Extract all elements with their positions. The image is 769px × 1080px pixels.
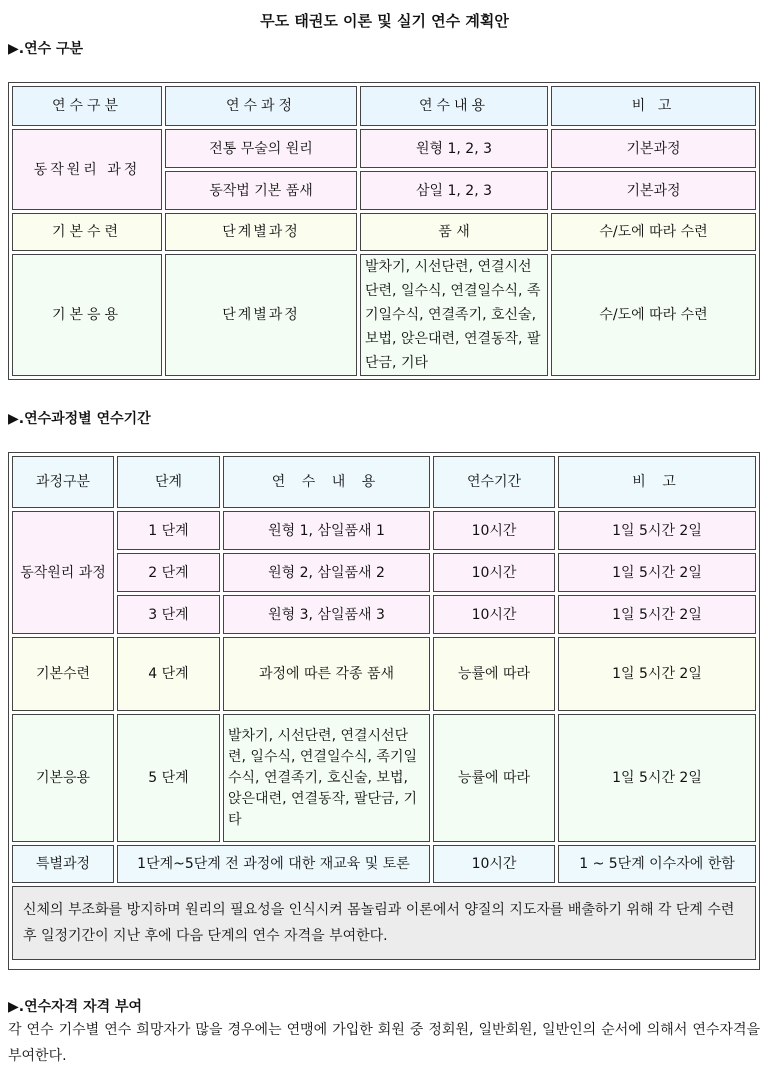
cell-course: 단계별과정: [165, 213, 357, 251]
cell-content: 품 새: [360, 213, 548, 251]
cell-note: 기본과정: [551, 129, 756, 168]
cell-category-motion-principle: 동작원리 과정: [12, 511, 114, 634]
qualification-paragraph: 각 연수 기수별 연수 희망자가 많을 경우에는 연맹에 가입한 회원 중 정회원, 일반회원, 일반인의 순서에 의해서 연수자격을 부여한다.: [8, 1022, 760, 1064]
cell-content: 원형 2, 삼일품새 2: [223, 553, 430, 592]
cell-step: 4 단계: [117, 637, 220, 711]
cell-category-basic-application: 기본응용: [12, 714, 114, 842]
header-period: 연수기간: [433, 456, 555, 508]
cell-content: 삼일 1, 2, 3: [360, 171, 548, 210]
cell-course: 단계별과정: [165, 254, 357, 376]
header-step: 단계: [117, 456, 220, 508]
cell-note: 1일 5시간 2일: [558, 511, 756, 550]
cell-period: 10시간: [433, 845, 555, 883]
cell-note: 1일 5시간 2일: [558, 595, 756, 634]
table-footnote: 신체의 부조화를 방지하며 원리의 필요성을 인식시켜 몸놀림과 이론에서 양질의 지도자를 배출하기 위해 각 단계 수련후 일정기간이 지난 후에 다음 단계의 연수 자격을 부여한다.: [12, 886, 756, 960]
header-content: 연수내용: [360, 86, 548, 126]
cell-note: 기본과정: [551, 171, 756, 210]
cell-step: 5 단계: [117, 714, 220, 842]
cell-note: 수/도에 따라 수련: [551, 254, 756, 376]
cell-category-motion-principle: 동작원리 과정: [12, 129, 162, 210]
section-heading-training-classification: ▶.연수 구분: [8, 41, 84, 57]
section-heading-qualification: ▶.연수자격 자격 부여: [8, 999, 143, 1015]
header-note: 비 고: [558, 456, 756, 508]
section-heading-training-period: ▶.연수과정별 연수기간: [8, 411, 151, 427]
header-note: 비 고: [551, 86, 756, 126]
cell-content: 원형 3, 삼일품새 3: [223, 595, 430, 634]
cell-step: 3 단계: [117, 595, 220, 634]
header-course-category: 과정구분: [12, 456, 114, 508]
cell-course: 동작법 기본 품새: [165, 171, 357, 210]
header-content: 연 수 내 용: [223, 456, 430, 508]
cell-content: 원형 1, 삼일품새 1: [223, 511, 430, 550]
cell-period: 능률에 따라: [433, 714, 555, 842]
page-title: 무도 태권도 이론 및 실기 연수 계획안: [260, 12, 509, 30]
cell-course: 전통 무술의 원리: [165, 129, 357, 168]
cell-step: 2 단계: [117, 553, 220, 592]
header-course: 연수과정: [165, 86, 357, 126]
training-period-table: [8, 452, 760, 970]
cell-period: 10시간: [433, 511, 555, 550]
cell-content: 과정에 따른 각종 품새: [223, 637, 430, 711]
cell-note: 1일 5시간 2일: [558, 553, 756, 592]
cell-note: 1 ~ 5단계 이수자에 한함: [558, 845, 756, 883]
cell-period: 10시간: [433, 595, 555, 634]
cell-step: 1 단계: [117, 511, 220, 550]
cell-note: 수/도에 따라 수련: [551, 213, 756, 251]
cell-content: 원형 1, 2, 3: [360, 129, 548, 168]
cell-category-basic-training: 기본수련: [12, 213, 162, 251]
cell-category-basic-application: 기본응용: [12, 254, 162, 376]
cell-note: 1일 5시간 2일: [558, 714, 756, 842]
cell-period: 능률에 따라: [433, 637, 555, 711]
cell-note: 1일 5시간 2일: [558, 637, 756, 711]
cell-period: 10시간: [433, 553, 555, 592]
cell-category-basic-training: 기본수련: [12, 637, 114, 711]
training-classification-table: [8, 82, 760, 380]
header-category: 연수구분: [12, 86, 162, 126]
cell-content: 발차기, 시선단련, 연결시선단련, 일수식, 연결일수식, 족기일수식, 연결족기, 호신술, 보법, 앉은대련, 연결동작, 팔단금, 기타: [223, 714, 430, 842]
cell-category-special-course: 특별과정: [12, 845, 114, 883]
cell-content: 발차기, 시선단련, 연결시선단련, 일수식, 연결일수식, 족기일수식, 연결족기, 호신술, 보법, 앉은대련, 연결동작, 팔단금, 기타: [360, 254, 548, 376]
cell-content: 1단계~5단계 전 과정에 대한 재교육 및 토론: [117, 845, 430, 883]
